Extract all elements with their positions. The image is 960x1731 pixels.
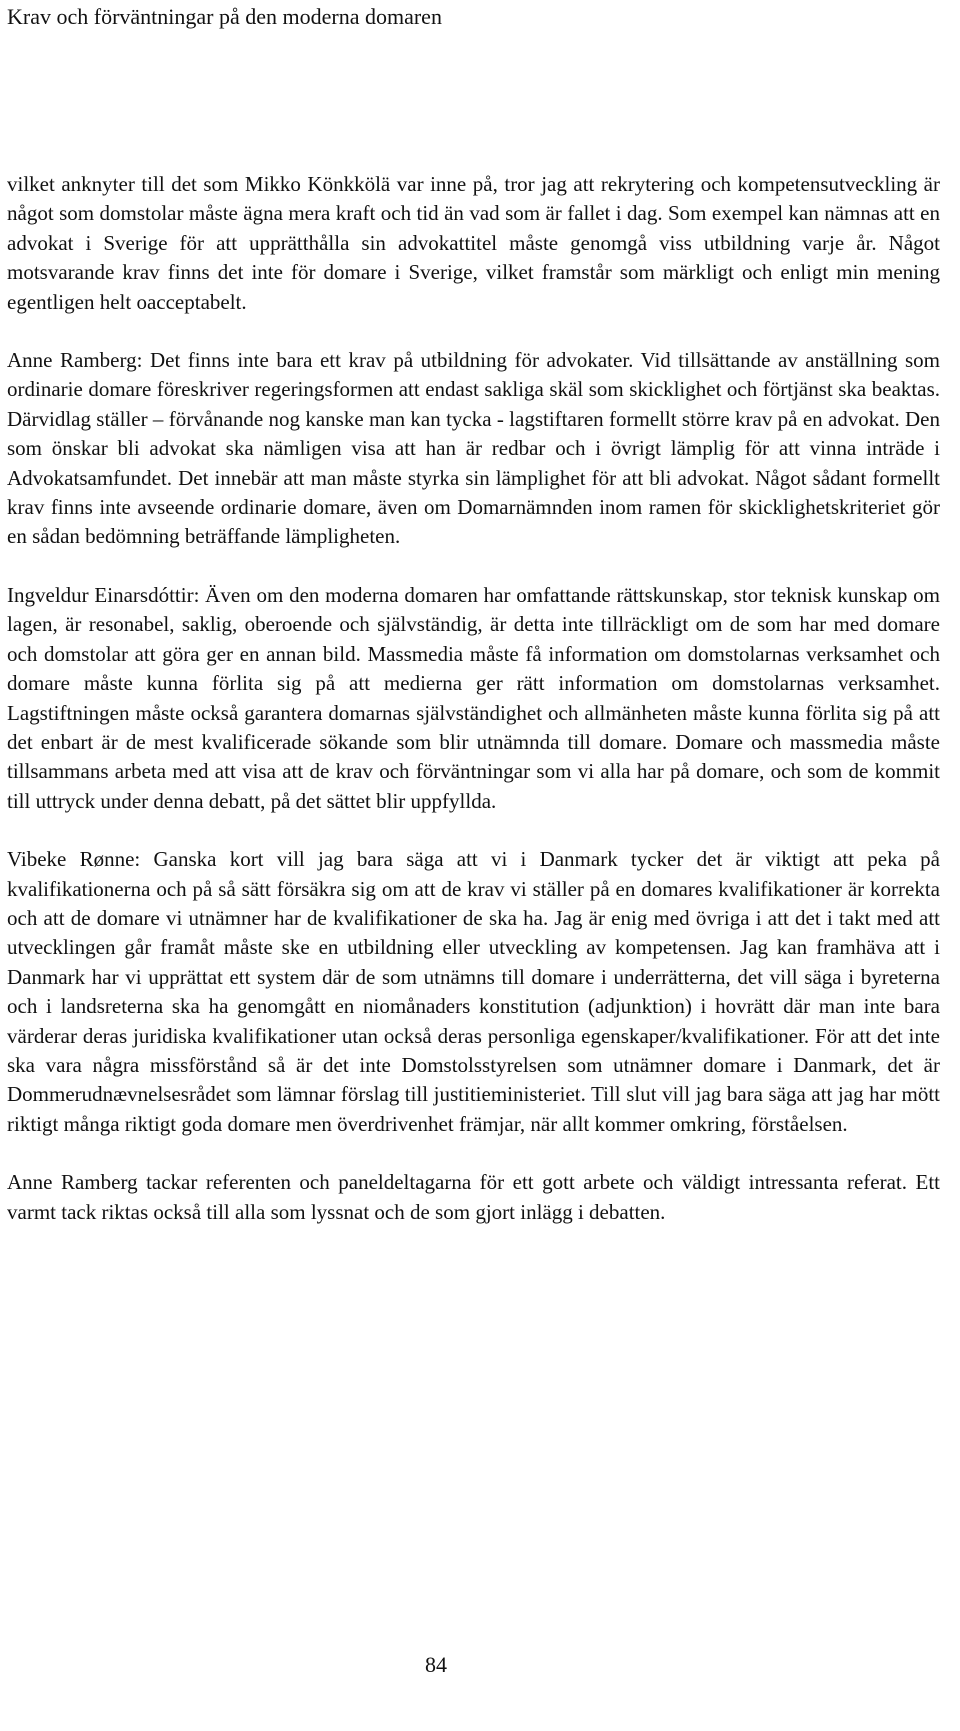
body-text [7, 170, 940, 1227]
paragraph-text: Det finns inte bara ett krav på utbildning för advokater. Vid tillsättande av anställning som ordinarie domare föreskriver regeringsformen att endast sakliga skäl som skicklighet och förtjänst ska beaktas. Därvidlag ställer – förvånande nog kanske man kan tycka - lagstiftaren formellt större krav på en advokat. Den som önskar bli advokat ska nämligen visa att han är redbar och i övrigt lämplig för att vinna inträde i Advokatsamfundet. Det innebär att man måste styrka sin lämplighet för att bli advokat. Något sådant formellt krav finns inte avseende ordinarie domare, även om Domarnämnden inom ramen för skicklighetskriteriet gör en sådan bedömning beträffande lämpligheten. [7, 348, 940, 549]
speaker-name: Anne Ramberg [7, 1170, 138, 1195]
paragraph-text: vilket anknyter till det som Mikko Könkkölä var inne på, tror jag att rekrytering och kompetensutveckling är något som domstolar måste ägna mera kraft och tid än vad som är fallet i dag. Som exempel kan nämnas att en advokat i Sverige för att upprätthålla sin advokattitel måste genomgå viss utbildning varje år. Något motsvarande krav finns det inte för domare i Sverige, vilket framstår som märkligt och enligt min mening egentligen helt oacceptabelt. [7, 172, 940, 314]
speaker-name: Ingveldur Einarsdóttir: [7, 582, 200, 607]
speaker-name: Anne Ramberg: [7, 348, 143, 373]
paragraph [7, 581, 940, 816]
running-header: Krav och förväntningar på den moderna domaren [7, 4, 442, 29]
paragraph [7, 346, 940, 552]
paragraph [7, 170, 940, 317]
page-number: 84 [425, 1652, 447, 1677]
paragraph-text: Även om den moderna domaren har omfattande rättskunskap, stor teknisk kunskap om lagen, är resonabel, saklig, oberoende och självständig, är detta inte tillräckligt om de som har med domare och domstolar att göra ger en annan bild. Massmedia måste få information om domstolarnas verksamhet och domare måste kunna förlita sig på att medierna ger rätt information om domstolarnas verksamhet. Lagstiftningen måste också garantera domarnas självständighet och allmänheten måste kunna förlita sig på att det enbart är de mest kvalificerade sökande som blir utnämnda till domare. Domare och massmedia måste tillsammans arbeta med att visa att de krav och förväntningar som vi alla har på domare, och som de kommit till uttryck under denna debatt, på det sättet blir uppfyllda. [7, 582, 940, 813]
paragraph-text: tackar referenten och paneldeltagarna för ett gott arbete och väldigt intressanta referat. Ett varmt tack riktas också till alla som lyssnat och de som gjort inlägg i debatten. [7, 1170, 940, 1224]
paragraph [7, 1168, 940, 1227]
paragraph [7, 845, 940, 1139]
speaker-name: Vibeke Rønne: [7, 847, 141, 872]
paragraph-text: Ganska kort vill jag bara säga att vi i Danmark tycker det är viktigt att peka på kvalifikationerna och på så sätt försäkra sig om att de krav vi ställer på en domares kvalifikationer är korrekta och att de domare vi utnämner har de kvalifikationer de ska ha. Jag är enig med övriga i att det i takt med att utvecklingen går framåt måste ske en utbildning eller utveckling av kompetensen. Jag kan framhäva att i Danmark har vi upprättat ett system där de som utnämns till domare i underrätterna, det vill säga i byreterna och i landsreterna ska ha genomgått en niomånaders konstitution (adjunktion) i hovrätt där man inte bara värderar deras juridiska kvalifikationer utan också deras personliga egenskaper/kvalifikationer. För att det inte ska vara några missförstånd så är det inte Domstolsstyrelsen som utnämner domare i Danmark, det är Dommerudnævnelsesrådet som lämnar förslag till justitieministeriet. Till slut vill jag bara säga att jag har mött riktigt många riktigt goda domare men överdrivenhet främjar, när allt kommer omkring, förståelsen. [7, 847, 940, 1136]
